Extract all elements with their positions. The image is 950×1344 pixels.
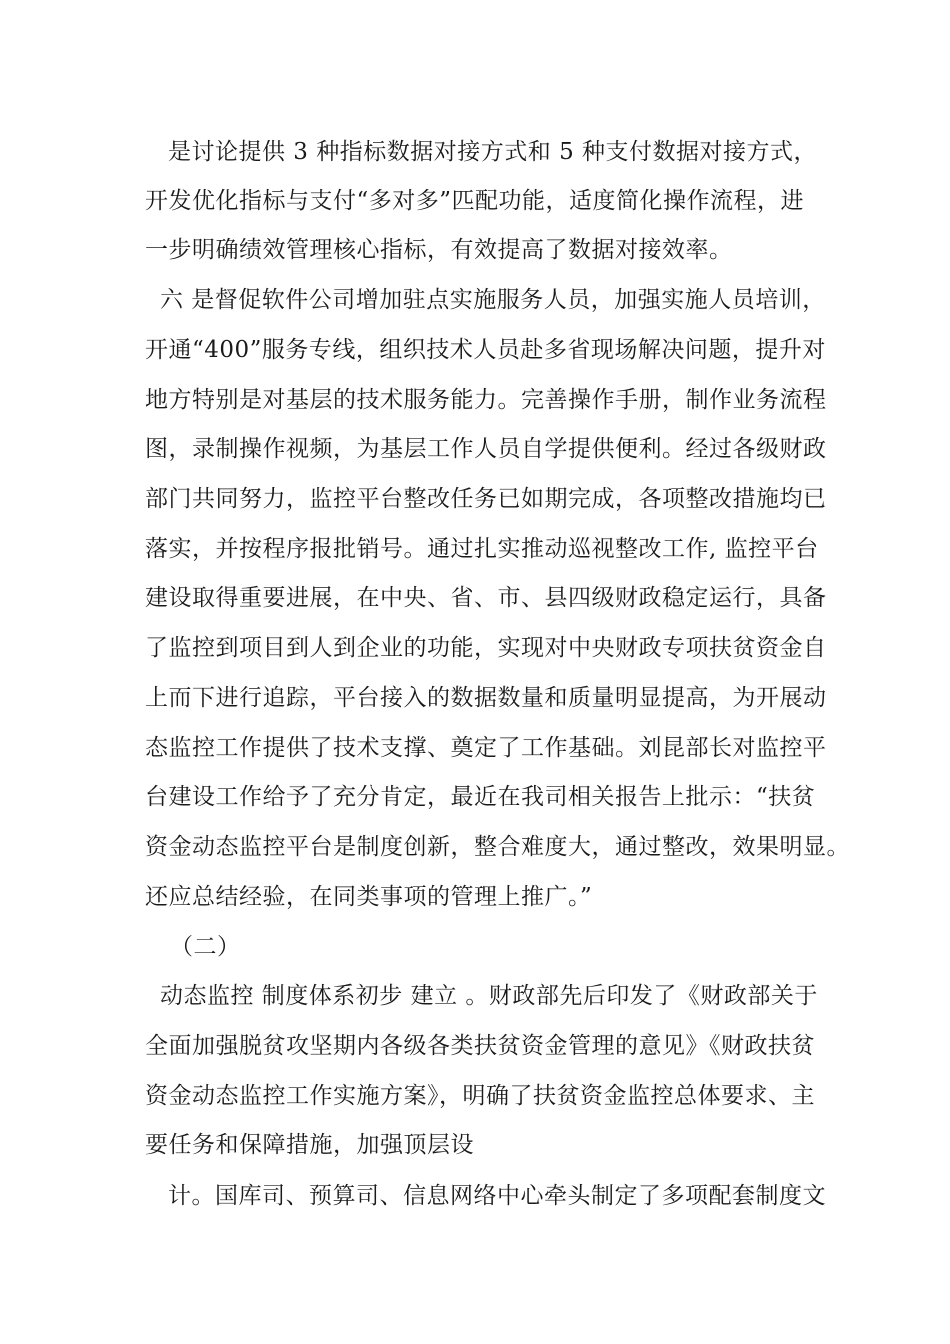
paragraph-2-line-13: 还应总结经验，在同类事项的管理上推广。” [145, 884, 593, 910]
paragraph-2-line-2: 开通“400”服务专线，组织技术人员赴多省现场解决问题，提升对 [145, 337, 826, 363]
paragraph-2-line-8: 了监控到项目到人到企业的功能，实现对中央财政专项扶贫资金自 [145, 635, 827, 661]
paragraph-2-line-4: 图，录制操作视频，为基层工作人员自学提供便利。经过各级财政 [145, 436, 827, 462]
paragraph-3-line-4: 要任务和保障措施，加强顶层设 [145, 1132, 474, 1158]
paragraph-2-line-10: 态监控工作提供了技术支撑、奠定了工作基础。刘昆部长对监控平 [145, 735, 827, 761]
paragraph-2-line-1: 六 是督促软件公司增加驻点实施服务人员，加强实施人员培训， [160, 287, 826, 313]
paragraph-1-line-1: 是讨论提供 3 种指标数据对接方式和 5 种支付数据对接方式， [168, 139, 818, 165]
paragraph-2-line-12: 资金动态监控平台是制度创新，整合难度大，通过整改，效果明显。 [145, 834, 850, 860]
paragraph-2-line-7: 建设取得重要进展，在中央、省、市、县四级财政稳定运行，具备 [145, 585, 827, 611]
paragraph-2-line-9: 上而下进行追踪，平台接入的数据数量和质量明显提高，为开展动 [145, 685, 827, 711]
paragraph-3-line-2: 全面加强脱贫攻坚期内各级各类扶贫资金管理的意见》《财政扶贫 [145, 1033, 815, 1059]
paragraph-3-line-3: 资金动态监控工作实施方案》，明确了扶贫资金监控总体要求、主 [145, 1083, 815, 1109]
paragraph-2-line-11: 台建设工作给予了充分肯定，最近在我司相关报告上批示：“扶贫 [145, 784, 816, 810]
paragraph-2-line-5: 部门共同努力，监控平台整改任务已如期完成，各项整改措施均已 [145, 486, 827, 512]
paragraph-4-line-1: 计。国库司、预算司、信息网络中心牵头制定了多项配套制度文 [168, 1183, 826, 1209]
paragraph-3-line-1: 动态监控 制度体系初步 建立 。财政部先后印发了《财政部关于 [160, 983, 818, 1009]
paragraph-2-line-6: 落实，并按程序报批销号。通过扎实推动巡视整改工作, 监控平台 [145, 536, 819, 562]
section-heading: （二） [170, 934, 241, 960]
paragraph-1-line-2: 开发优化指标与支付“多对多”匹配功能，适度简化操作流程，进 [145, 188, 805, 214]
paragraph-1-line-3: 一步明确绩效管理核心指标，有效提高了数据对接效率。 [145, 237, 733, 263]
paragraph-2-line-3: 地方特别是对基层的技术服务能力。完善操作手册，制作业务流程 [145, 387, 827, 413]
